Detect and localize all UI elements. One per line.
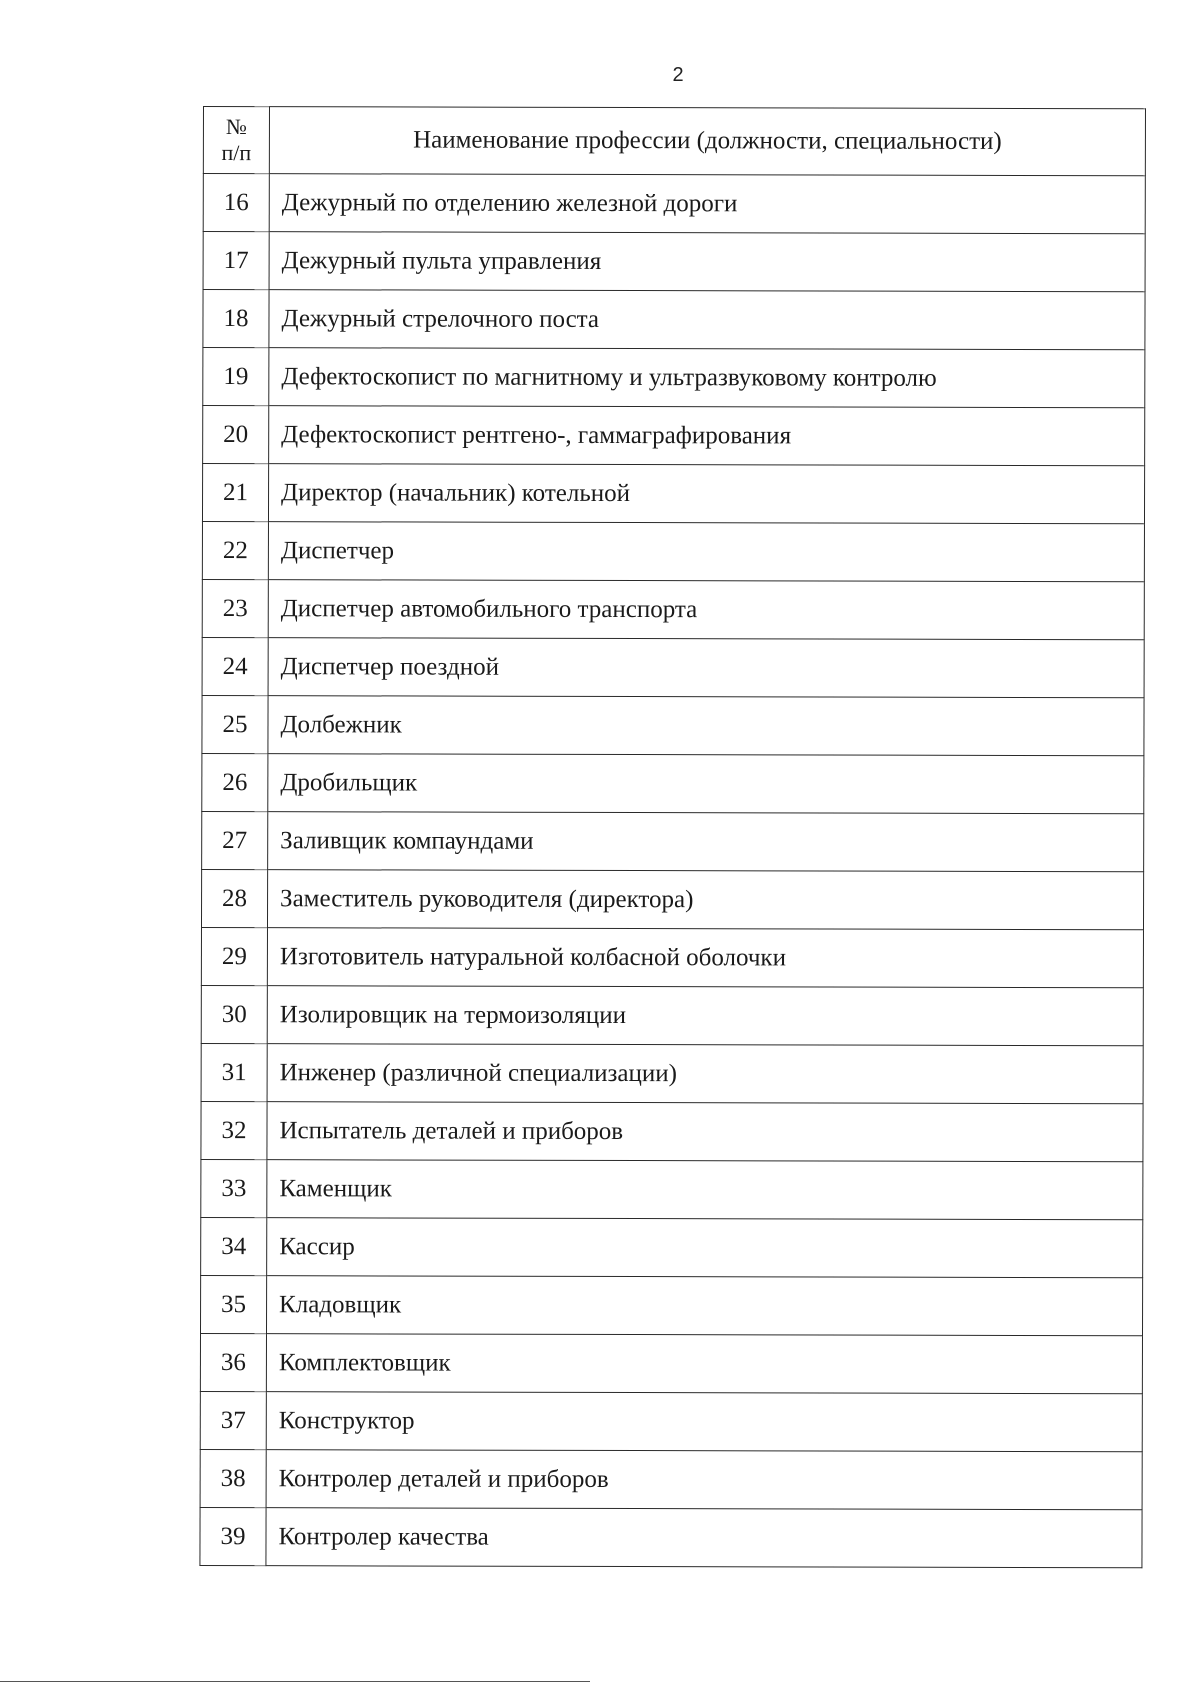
table-row (201, 985, 1143, 1045)
header-number-column (203, 107, 269, 174)
row-profession-cell: Заливщик компаундами (268, 812, 1144, 872)
table-row (202, 695, 1144, 755)
row-number-cell: 29 (201, 927, 267, 985)
row-profession-cell: Изолировщик на термоизоляции (267, 986, 1143, 1046)
table-row (201, 927, 1143, 987)
row-number-cell: 28 (201, 869, 267, 927)
table-row (202, 637, 1144, 697)
row-number-cell: 20 (203, 406, 269, 464)
row-profession-cell: Дефектоскопист по магнитному и ультразвуковому контролю (269, 348, 1145, 408)
table-row (202, 464, 1144, 524)
row-profession-cell: Дежурный по отделению железной дороги (269, 174, 1145, 234)
row-profession-cell: Конструктор (266, 1392, 1142, 1452)
table-row (203, 232, 1145, 292)
row-profession-cell: Изготовитель натуральной колбасной оболочки (267, 928, 1143, 988)
table-row (201, 869, 1143, 929)
table-row (202, 753, 1144, 813)
row-number-cell: 39 (200, 1507, 266, 1565)
row-number-cell: 21 (202, 464, 268, 522)
table-row (200, 1333, 1142, 1393)
header-number-abbrev: п/п (221, 140, 252, 166)
row-number-cell: 33 (201, 1159, 267, 1217)
row-number-cell: 18 (203, 290, 269, 348)
row-number-cell: 27 (202, 811, 268, 869)
row-number-cell: 35 (201, 1275, 267, 1333)
row-profession-cell: Директор (начальник) котельной (268, 464, 1144, 524)
row-number-cell: 16 (203, 174, 269, 232)
header-row (203, 107, 1145, 176)
table-row (200, 1391, 1142, 1451)
row-number-cell: 36 (200, 1333, 266, 1391)
row-profession-cell: Долбежник (268, 696, 1144, 756)
row-number-cell: 26 (202, 753, 268, 811)
bottom-divider (0, 1681, 590, 1682)
table-row (203, 290, 1145, 350)
row-profession-cell: Диспетчер автомобильного транспорта (268, 580, 1144, 640)
row-profession-cell: Заместитель руководителя (директора) (267, 870, 1143, 930)
row-number-cell: 38 (200, 1449, 266, 1507)
row-profession-cell: Дефектоскопист рентгено-, гаммаграфирования (269, 406, 1145, 466)
row-number-cell: 30 (201, 985, 267, 1043)
row-number-cell: 22 (202, 522, 268, 580)
row-profession-cell: Контролер деталей и приборов (266, 1450, 1142, 1510)
row-profession-cell: Дежурный пульта управления (269, 232, 1145, 292)
table-row (201, 1159, 1143, 1219)
table-row (202, 579, 1144, 639)
row-number-cell: 23 (202, 579, 268, 637)
page-number: 2 (672, 64, 684, 86)
header-number-symbol: № (225, 113, 247, 139)
table-row (200, 1449, 1142, 1509)
row-number-cell: 32 (201, 1101, 267, 1159)
row-number-cell: 37 (200, 1391, 266, 1449)
table-row (203, 406, 1145, 466)
row-profession-cell: Диспетчер (268, 522, 1144, 582)
table-row (202, 522, 1144, 582)
row-profession-cell: Кладовщик (267, 1276, 1143, 1336)
row-number-cell: 25 (202, 695, 268, 753)
table-row (200, 1507, 1142, 1567)
header-profession-column: Наименование профессии (должности, специальности) (269, 107, 1145, 176)
row-profession-cell: Дробильщик (268, 754, 1144, 814)
row-profession-cell: Диспетчер поездной (268, 638, 1144, 698)
row-number-cell: 19 (203, 348, 269, 406)
table-row (203, 348, 1145, 408)
table-body (200, 174, 1145, 1568)
row-profession-cell: Дежурный стрелочного поста (269, 290, 1145, 350)
row-profession-cell: Кассир (267, 1218, 1143, 1278)
row-number-cell: 34 (201, 1217, 267, 1275)
table-row (203, 174, 1145, 234)
row-number-cell: 31 (201, 1043, 267, 1101)
row-number-cell: 24 (202, 637, 268, 695)
row-profession-cell: Инженер (различной специализации) (267, 1044, 1143, 1104)
table-row (202, 811, 1144, 871)
row-number-cell: 17 (203, 232, 269, 290)
row-profession-cell: Комплектовщик (266, 1334, 1142, 1394)
row-profession-cell: Каменщик (267, 1160, 1143, 1220)
row-profession-cell: Контролер качества (266, 1508, 1142, 1568)
row-profession-cell: Испытатель деталей и приборов (267, 1102, 1143, 1162)
table-row (201, 1101, 1143, 1161)
professions-table-wrapper (199, 106, 1145, 1568)
table-row (201, 1275, 1143, 1335)
table-row (201, 1043, 1143, 1103)
table-row (201, 1217, 1143, 1277)
table-header (203, 107, 1145, 176)
professions-table (199, 106, 1146, 1568)
